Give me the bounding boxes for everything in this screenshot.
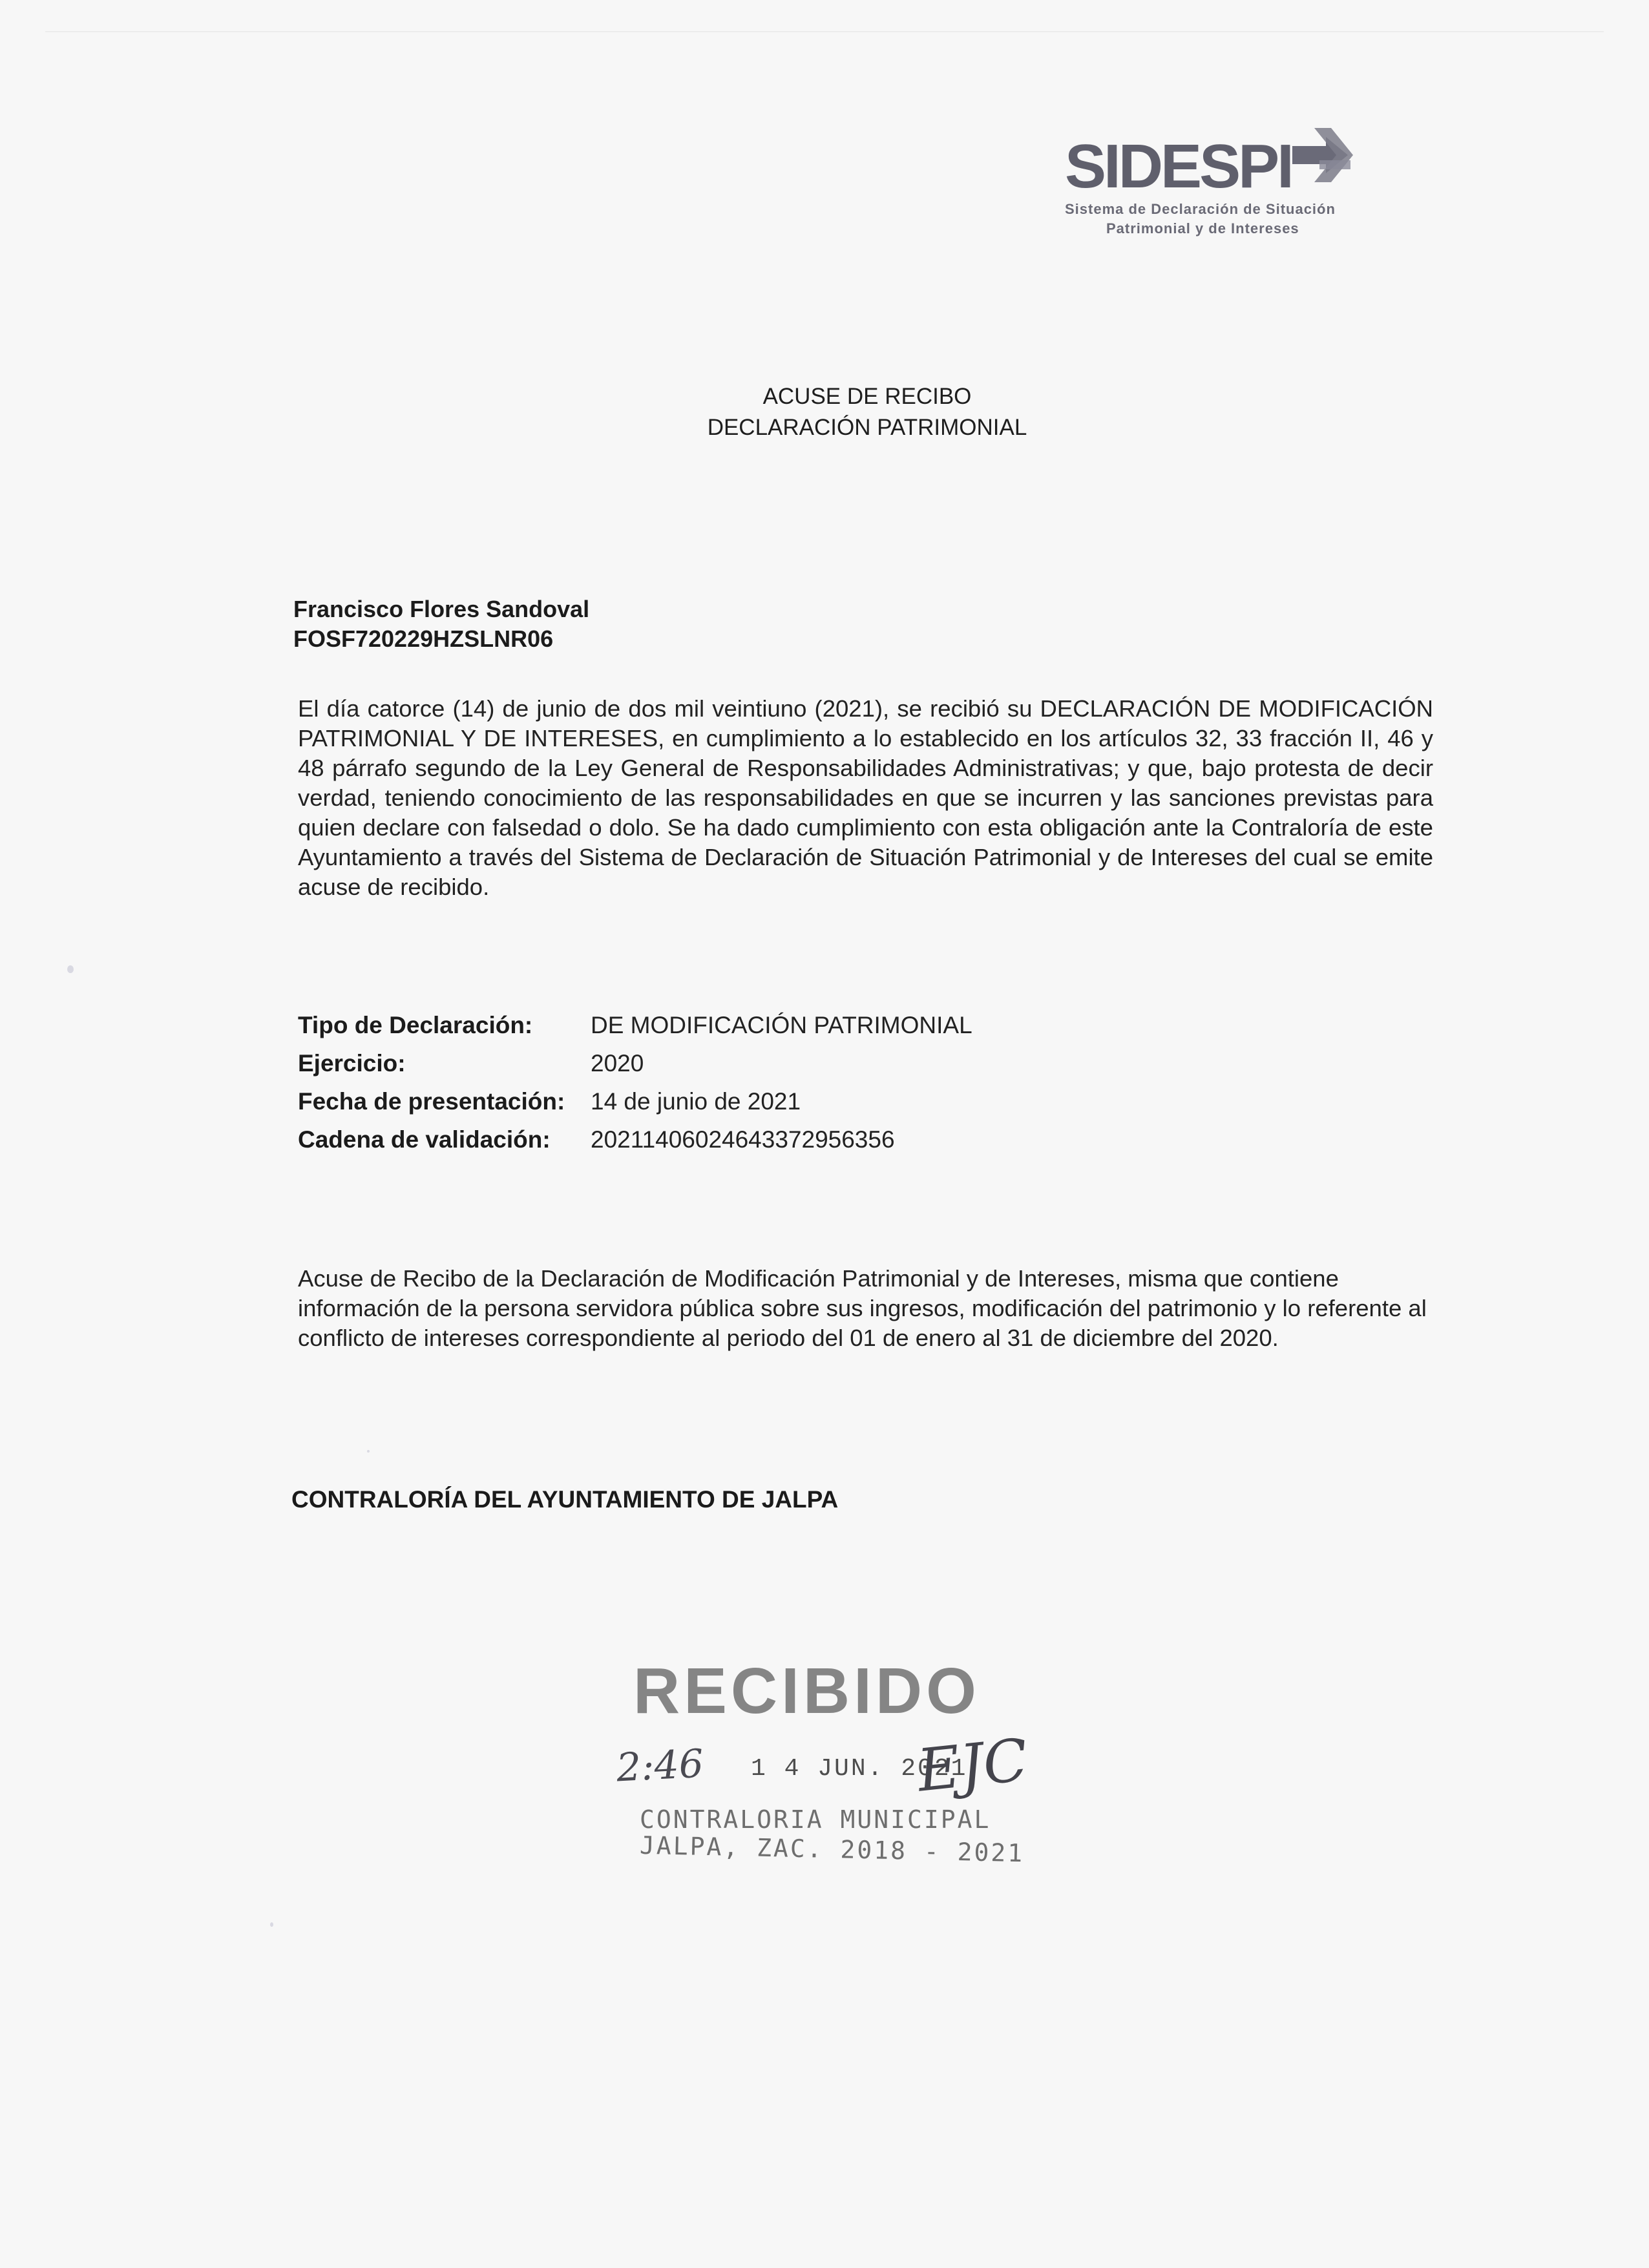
received-stamp [607,1654,1073,1887]
logo-subtitle-line1: Sistema de Declaración de Situación [1065,201,1336,217]
logo-wordmark: SIDESPI [1065,132,1292,201]
declarant-rfc: FOSF720229HZSLNR06 [293,625,554,652]
arrow-icon [1286,121,1363,199]
stamp-office: CONTRALORIA MUNICIPAL [640,1805,991,1834]
document-title-line1: ACUSE DE RECIBO [762,384,972,409]
detail-label: Ejercicio: [298,1050,406,1076]
stamp-location-period: JALPA, ZAC. 2018 - 2021 [639,1831,1025,1868]
closing-paragraph: Acuse de Recibo de la Declaración de Modificación Patrimonial y de Intereses, misma que contiene información de la persona servidora pública sobre sus ingresos, modificación del patrimonio y lo referente al conflicto de intereses correspondiente al periodo del 01 de enero al 31 de diciembre del 2020. [298,1265,1427,1351]
document-title-line2: DECLARACIÓN PATRIMONIAL [707,415,1027,440]
body-paragraph: El día catorce (14) de junio de dos mil veintiuno (2021), se recibió su DECLARACIÓN DE MODIFICACIÓN PATRIMONIAL Y DE INTERESES, en cumplimiento a lo establecido en los artículos 32, 33 fracción II, 46 y 48 párrafo segundo de la Ley General de Responsabilidades Administrativas; y que, bajo protesta de decir verdad, teniendo conocimiento de las responsabilidades en que se incurren y las sanciones previstas para quien declare con falsedad o dolo. Se ha dado cumplimiento con esta obligación ante la Contraloría de este Ayuntamiento a través del Sistema de Declaración de Situación Patrimonial y de Intereses del cual se emite acuse de recibido. [298,695,1433,900]
scan-speck [367,1450,370,1453]
scan-speck [270,1922,273,1927]
detail-label: Tipo de Declaración: [298,1012,533,1038]
detail-value: 14 de junio de 2021 [591,1088,801,1115]
detail-value: 2020 [591,1050,644,1076]
stamp-initials-signature: EJC [914,1726,1031,1805]
scan-speck [67,965,74,973]
stamp-date: 1 4 JUN. 2021 [751,1755,968,1783]
sidespi-logo [1060,121,1370,244]
detail-value: DE MODIFICACIÓN PATRIMONIAL [591,1012,972,1038]
detail-label: Fecha de presentación: [298,1088,565,1115]
stamp-title: RECIBIDO [633,1655,980,1727]
detail-value: 20211406024643372956356 [591,1126,895,1153]
declarant-name: Francisco Flores Sandoval [293,596,590,622]
issuer-name: CONTRALORÍA DEL AYUNTAMIENTO DE JALPA [291,1486,839,1513]
logo-subtitle-line2: Patrimonial y de Intereses [1106,220,1299,236]
page-top-edge [45,31,1604,32]
detail-label: Cadena de validación: [298,1126,551,1153]
stamp-handwritten-time: 2:46 [615,1741,705,1791]
